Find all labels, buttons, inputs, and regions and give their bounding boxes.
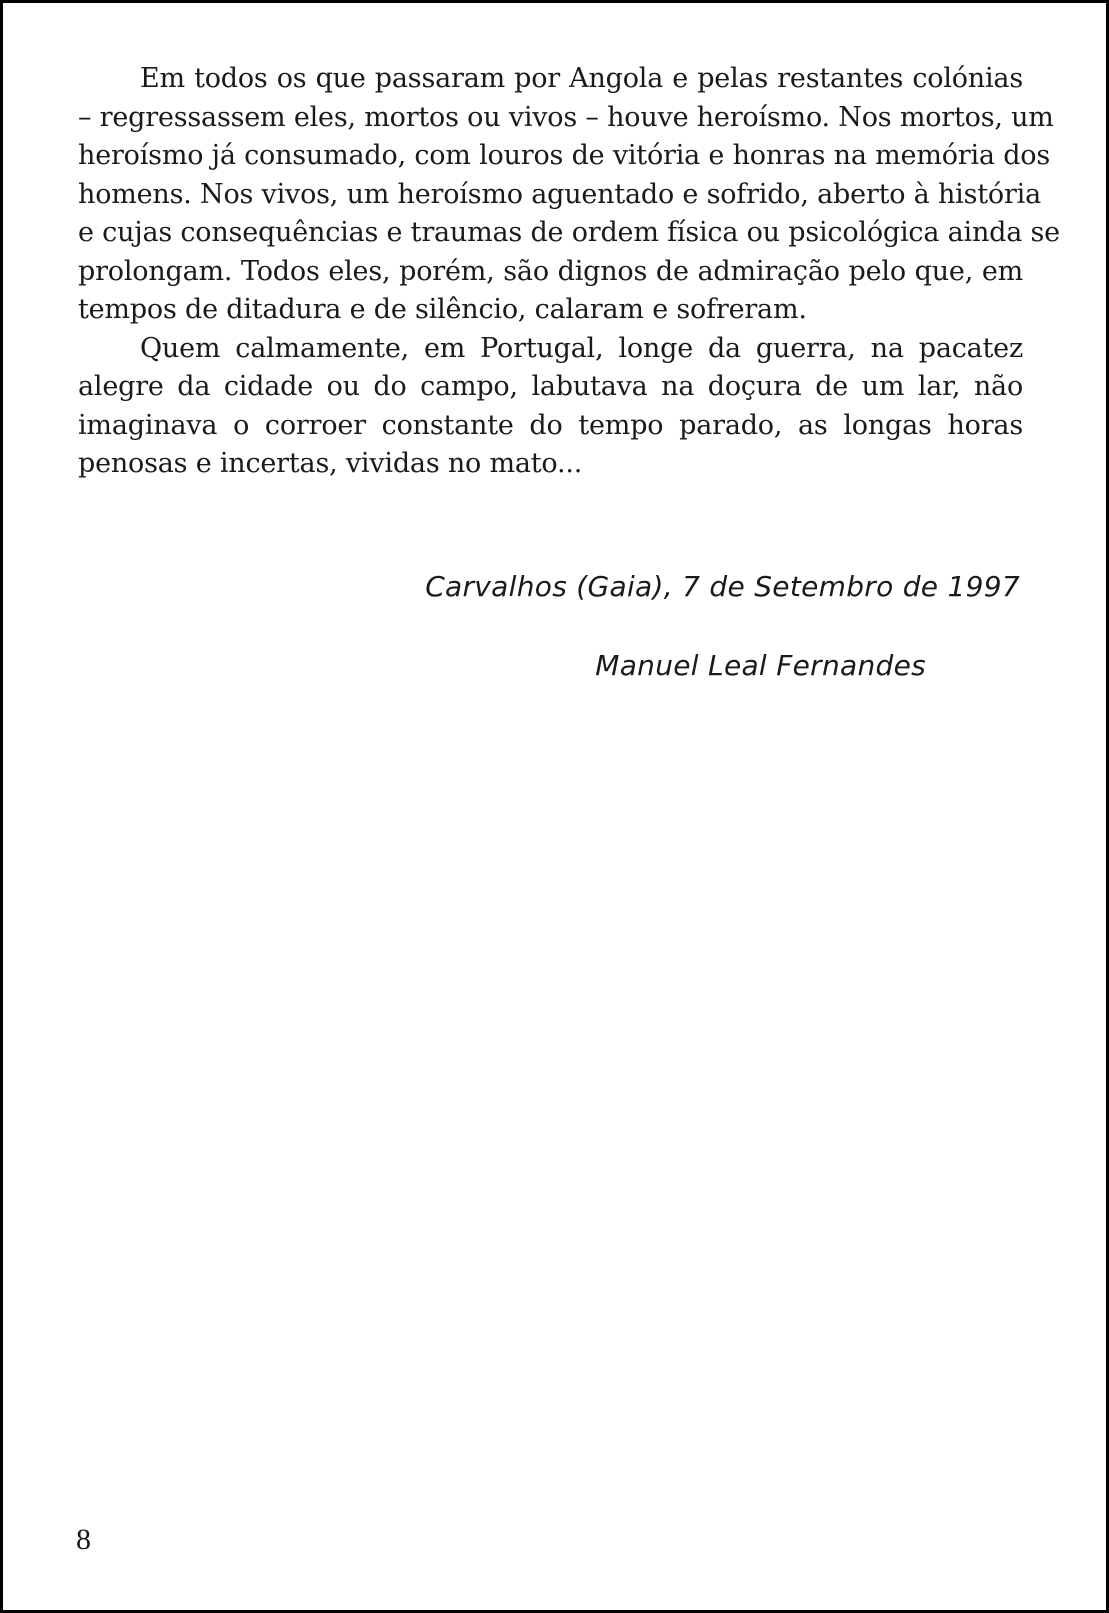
- page-number: 8: [76, 1523, 91, 1556]
- paragraph-1: [78, 60, 1060, 330]
- text-line: prolongam. Todos eles, porém, são dignos de admiração pelo que, em: [78, 255, 1023, 287]
- text-line: tempos de ditadura e de silêncio, calaram e sofreram.: [78, 294, 807, 325]
- place-and-date: Carvalhos (Gaia), 7 de Setembro de 1997: [425, 570, 1020, 603]
- text-line: penosas e incertas, vividas no mato...: [78, 448, 583, 479]
- text-line: homens. Nos vivos, um heroísmo aguentado e sofrido, aberto à história: [78, 178, 1041, 210]
- text-line: heroísmo já consumado, com louros de vitória e honras na memória dos: [78, 140, 1050, 171]
- author-signature: Manuel Leal Fernandes: [595, 649, 926, 682]
- text-line: e cujas consequências e traumas de ordem física ou psicológica ainda se: [78, 217, 1060, 248]
- body-text: [78, 60, 1060, 484]
- paragraph-2: [78, 330, 1023, 484]
- text-line: Quem calmamente, em Portugal, longe da guerra, na pacatez: [140, 332, 1023, 364]
- text-line: imaginava o corroer constante do tempo parado, as longas horas: [78, 409, 1023, 441]
- text-line: – regressassem eles, mortos ou vivos – houve heroísmo. Nos mortos, um: [78, 101, 1054, 133]
- text-line: alegre da cidade ou do campo, labutava na doçura de um lar, não: [78, 371, 1023, 402]
- text-line: Em todos os que passaram por Angola e pelas restantes colónias: [140, 63, 1023, 94]
